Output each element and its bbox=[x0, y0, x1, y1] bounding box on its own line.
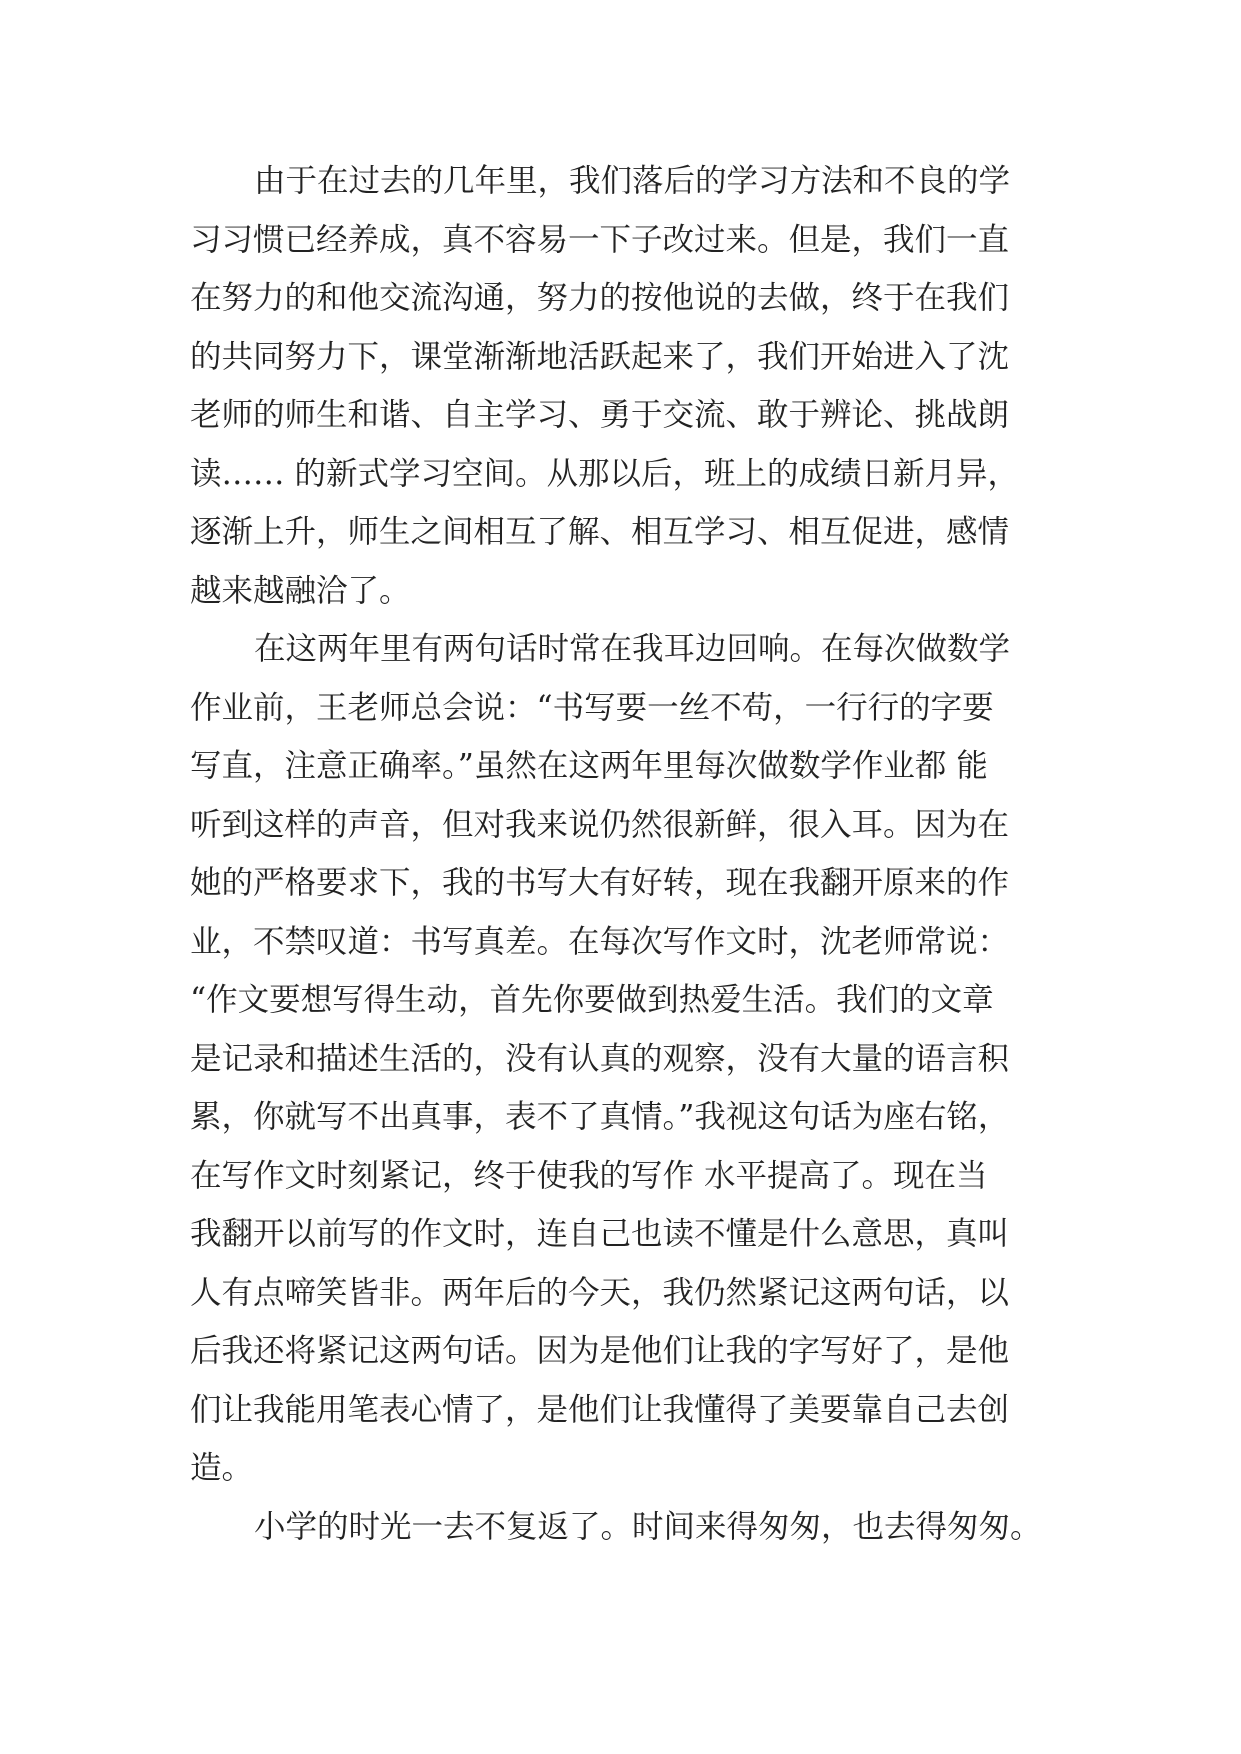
text-line: 在写作文时刻紧记，终于使我的写作 水平提高了。现在当 bbox=[190, 1157, 988, 1194]
text-line: 累，你就写不出真事，表不了真情。”我视这句话为座右铭， bbox=[190, 1099, 1010, 1135]
text-line: 写直，注意正确率。”虽然在这两年里每次做数学作业都 能 bbox=[190, 748, 988, 784]
text-line: 逐渐上升，师生之间相互了解、相互学习、相互促进，感情 bbox=[190, 514, 1010, 550]
text-line: 在努力的和他交流沟通，努力的按他说的去做，终于在我们 bbox=[190, 280, 1010, 316]
text-line: 老师的师生和谐、自主学习、勇于交流、敢于辨论、挑战朗 bbox=[190, 397, 1010, 433]
text-line: 我翻开以前写的作文时，连自己也读不懂是什么意思，真叫 bbox=[190, 1216, 1010, 1252]
text-line: 后我还将紧记这两句话。因为是他们让我的字写好了，是他 bbox=[190, 1333, 1010, 1369]
text-line: 听到这样的声音，但对我来说仍然很新鲜，很入耳。因为在 bbox=[190, 806, 1010, 843]
text-line: 们让我能用笔表心情了，是他们让我懂得了美要靠自己去创 bbox=[190, 1391, 1010, 1428]
text-line: 由于在过去的几年里，我们落后的学习方法和不良的学 bbox=[254, 163, 1011, 199]
text-line: 小学的时光一去不复返了。时间来得匆匆，也去得匆匆。 bbox=[254, 1508, 1042, 1545]
text-line: 越来越融洽了。 bbox=[190, 572, 411, 609]
body-text bbox=[190, 152, 1070, 1556]
text-line: 她的严格要求下，我的书写大有好转，现在我翻开原来的作 bbox=[190, 865, 1010, 901]
text-line: 业，不禁叹道：书写真差。在每次写作文时，沈老师常说： bbox=[190, 923, 1010, 960]
text-line: 习习惯已经养成，真不容易一下子改过来。但是，我们一直 bbox=[190, 221, 1010, 258]
text-line: 人有点啼笑皆非。两年后的今天，我仍然紧记这两句话，以 bbox=[190, 1274, 1010, 1311]
text-line: 作业前，王老师总会说：“书写要一丝不苟，一行行的字要 bbox=[190, 689, 994, 726]
text-line: 造。 bbox=[190, 1450, 254, 1486]
text-line: “作文要想写得生动，首先你要做到热爱生活。我们的文章 bbox=[190, 982, 994, 1018]
text-line: 的共同努力下，课堂渐渐地活跃起来了，我们开始进入了沈 bbox=[190, 338, 1010, 375]
text-line: 在这两年里有两句话时常在我耳边回响。在每次做数学 bbox=[254, 631, 1011, 667]
text-line: 是记录和描述生活的，没有认真的观察，没有大量的语言积 bbox=[190, 1040, 1010, 1077]
text-line: 读…… 的新式学习空间。从那以后，班上的成绩日新月异， bbox=[190, 455, 1020, 492]
